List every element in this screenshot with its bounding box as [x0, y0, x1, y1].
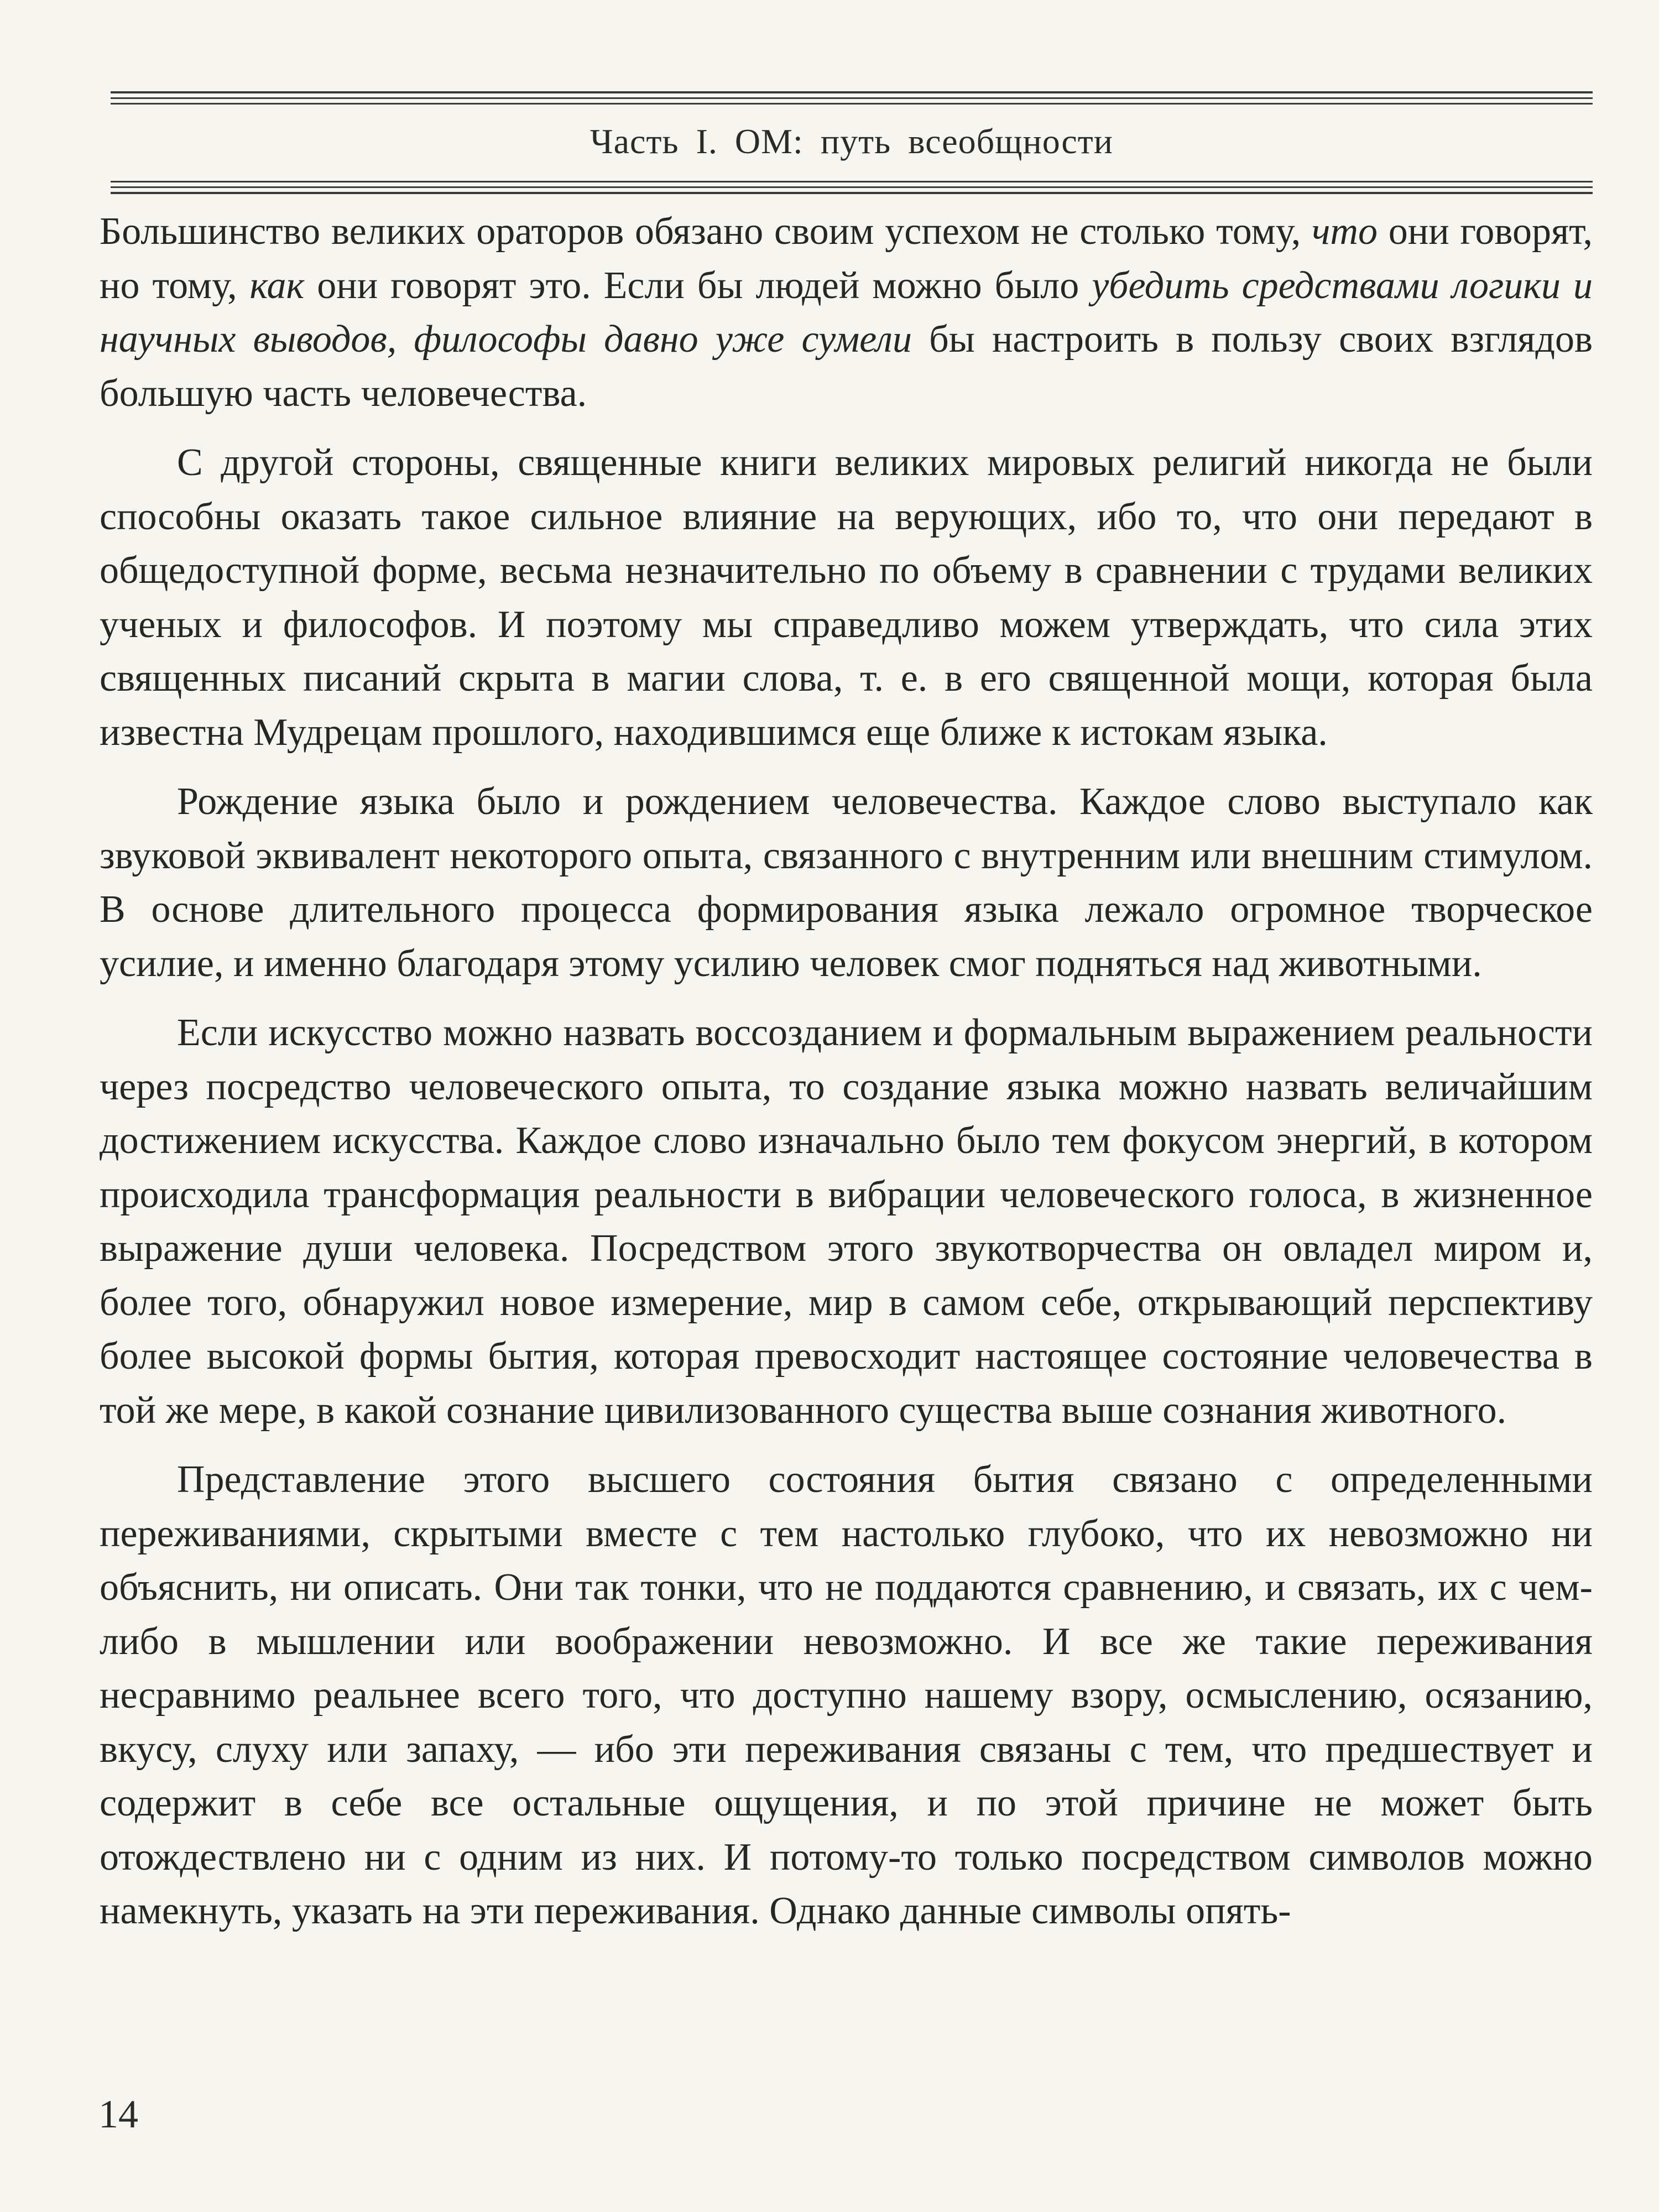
- text-span: Если искусство можно назвать воссозданием и формальным выражением реальности через посредство человеческого опыта, то создание языка можно назвать величайшим достижением искусства. Каждое слово изначально было тем фокусом энергий, в котором происходила трансформация реальности в вибрации человеческого голоса, в жизненное выражение души человека. Посредством этого звукотворчества он овладел миром и, более того, обнаружил новое измерение, мир в самом себе, открывающий перспективу более высокой формы бытия, которая превосходит настоящее состояние человечества в той же мере, в какой сознание цивилизованного существа выше сознания животного.: [100, 1011, 1593, 1432]
- paragraph: [100, 1453, 1593, 1938]
- paragraph: [100, 205, 1593, 420]
- text-span: Рождение языка было и рождением человечества. Каждое слово выступало как звуковой эквивалент некоторого опыта, связанного с внутренним или внешним стимулом. В основе длительного процесса формирования языка лежало огромное творческое усилие, и именно благодаря этому усилию человек смог подняться над животными.: [100, 780, 1593, 985]
- italic-text: убедить средствами логики и научных выводов, философы давно уже сумели: [100, 264, 1593, 361]
- italic-text: что: [1312, 210, 1378, 253]
- text-span: они говорят это. Если бы людей можно было: [304, 264, 1092, 307]
- header-bottom-rule: [111, 181, 1593, 194]
- page-header: [111, 91, 1593, 194]
- running-head: Часть I. ОМ: путь всеобщности: [590, 122, 1113, 161]
- paragraph: [100, 436, 1593, 759]
- header-top-rule: [111, 91, 1593, 105]
- text-span: Представление этого высшего состояния бытия связано с определенными переживаниями, скрытыми вместе с тем настолько глубоко, что их невозможно ни объяснить, ни описать. Они так тонки, что не поддаются сравнению, и связать, их с чем-либо в мышлении или воображении невозможно. И все же такие переживания несравнимо реальнее всего того, что доступно нашему взору, осмыслению, осязанию, вкусу, слуху или запаху, — ибо эти переживания связаны с тем, что предшествует и содержит в себе все остальные ощущения, и по этой причине не может быть отождествлено ни с одним из них. И потому-то только посредством символов можно намекнуть, указать на эти переживания. Однако данные символы опять-: [100, 1458, 1593, 1932]
- paragraph: [100, 1006, 1593, 1437]
- body-text: [100, 205, 1593, 1938]
- page-number: 14: [98, 2092, 138, 2136]
- text-span: С другой стороны, священные книги великих мировых религий никогда не были способны оказать такое сильное влияние на верующих, ибо то, что они передают в общедоступной форме, весьма незначительно по объему в сравнении с трудами великих ученых и философов. И поэтому мы справедливо можем утверждать, что сила этих священных писаний скрыта в магии слова, т. е. в его священной мощи, которая была известна Мудрецам прошлого, находившимся еще ближе к истокам языка.: [100, 441, 1593, 754]
- italic-text: как: [249, 264, 305, 307]
- paragraph: [100, 775, 1593, 990]
- text-span: бы настроить в пользу своих взглядов большую часть человечества.: [100, 318, 1593, 415]
- text-span: Большинство великих ораторов обязано своим успехом не столько тому,: [100, 210, 1312, 253]
- text-span: они говорят, но тому,: [100, 210, 1593, 307]
